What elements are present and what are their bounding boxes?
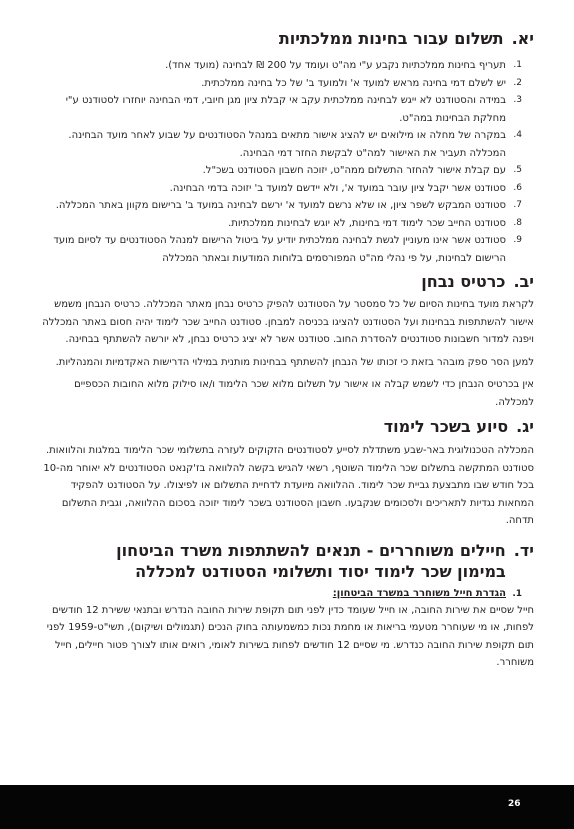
subsection-heading: [40, 586, 534, 602]
item-number: 3.: [513, 95, 522, 105]
item-text: תעריף בחינות ממלכתיות נקבע ע"י מה"ט ועומד על 200 ₪ לבחינה (מועד אחד).: [165, 60, 506, 71]
subsection-body: חייל שסיים את שירות החובה, או חייל שעומד כדין לפני תום תקופת שירות החובה הנדרש ובתנאי ששירת 12 חודשים לפחות, או מי שעוחרר מטעמי בריאות או מחמת נכות כמשמעותה בחוק הנכים (תגמולים ושיקום), תשי"ט-1959 לפני תום תקופת שירות החובה כנדרש. מי שסיים 12 חודשים לפחות בשירות לאומי, רואים אותו לצורך פטור חיילים, חייל משוחרר.: [46, 604, 534, 668]
section-number: יא.: [511, 29, 534, 48]
item-text: סטודנט החייב שכר לימוד דמי בחינות, לא יוגש לבחינות ממלכתיות.: [228, 217, 506, 229]
item-number: 5.: [513, 165, 522, 175]
section-heading-payment-exams: [40, 28, 534, 49]
document-page: [40, 28, 534, 672]
list-item: [40, 215, 534, 233]
list-item: [40, 75, 534, 93]
list-item: [40, 57, 534, 75]
item-text: יש לשלם דמי בחינה מראש למועד א' ולמועד ב' של כל בחינה ממלכתית.: [201, 77, 506, 89]
item-text: סטודנט אשר אינו מעוניין לגשת לבחינה ממלכתית יודיע על ביטול הרישום למנהל הסטודנטים עד לסיום מועד הרישום לבחינות, על פי נהלי מה"ט המפורסמים בלוחות המודעות ובאתר המכללה: [53, 235, 506, 264]
item-number: 2.: [513, 77, 522, 88]
list-item: [40, 127, 534, 162]
section-title: תשלום עבור בחינות ממלכתיות: [278, 29, 504, 48]
item-number: 6.: [513, 182, 522, 193]
section-heading-discharged-soldiers: [40, 540, 534, 582]
section-number: יג.: [516, 417, 534, 436]
item-text: עם קבלת אישור להחזר התשלום ממה"ט, יזוכה חשבון הסטודנט בשכ"ל.: [202, 165, 506, 176]
paragraph: אין בכרטיס הנבחן כדי לשמש קבלה או אישור על תשלום מלוא שכר הלימוד ו/או סילוק מלוא החובות הכספיים למכללה.: [74, 379, 534, 408]
section-number: יד.: [513, 540, 534, 560]
paragraph: לקראת מועד בחינות הסיום של כל סמסטר על הסטודנט להפיק כרטיס נבחן מאתר המכללה. כרטיס הנבחן משמש אישור להשתתפות בבחינות ועל הסטודנט להציגו בכניסה למבחן. סטודנט החייב שכר לימוד יהיה חסום באתר המכללה ויפנה למדור חשבונות סטודנטים להסדרת החוב. סטודנט אשר לא יציג כרטיס נבחן, לא יורשה להשתתף בבחינה.: [42, 299, 534, 345]
section-title: כרטיס נבחן: [421, 272, 506, 291]
section-title: סיוע בשכר לימוד: [383, 417, 509, 436]
item-text: סטודנט אשר יקבל ציון עובר במועד א', ולא יידשם למועד ב' יזוכה בדמי הבחינה.: [169, 182, 506, 194]
item-number: 1.: [513, 60, 522, 70]
item-text: במידה והסטודנט לא ייגש לבחינה ממלכתית עקב אי קבלת ציון מגן חיובי, דמי הבחינה יוחזרו לסטודנט ע"י מחלקת הבחינות במה"ט.: [65, 95, 506, 124]
item-number: 4.: [513, 130, 522, 140]
section-title-line: חיילים משוחררים - תנאים להשתתפות משרד הביטחון: [116, 540, 506, 560]
paragraph: למען הסר ספק מובהר בזאת כי זכותו של הנבחן להשתתף בבחינות מותנית במילוי הדרישות האקדמיות והמנהליות.: [55, 356, 534, 368]
item-number: 9.: [513, 235, 522, 245]
item-number: 7.: [513, 200, 522, 210]
section-title-line: במימון שכר לימוד יסוד ותשלומי הסטודנט למכללה: [135, 561, 506, 581]
section-number: יב.: [513, 272, 534, 291]
page-number: 26: [508, 799, 521, 809]
section-heading-exam-card: [40, 271, 534, 292]
paragraph: המכללה הטכנולוגית באר-שבע משתדלת לסייע לסטודנטים הזקוקים לעזרה בתשלומי שכר הלימוד במלגות והלוואות. סטודנט המתקשה בתשלום שכר הלימוד השוטף, רשאי להגיש בקשה להלוואה בז'קנאט הסטודנטים לא יאוחר מה-10 בכל חודש שבו מתבצעת גביית שכר לימוד. ההלוואה מיועדת לדחיית התשלום או לפיצולו. על הסטודנט להפקיד המחאות נגדיות לתאריכים ולסכומים שנקבעו. חשבון הסטודנט בשכר לימוד יזוכה בסכום ההלוואה, וגבית התשלום תדחה.: [43, 445, 534, 526]
list-item: [40, 232, 534, 267]
list-item: [40, 180, 534, 198]
section-heading-tuition-aid: [40, 416, 534, 437]
list-item: [40, 162, 534, 180]
item-number: 8.: [513, 217, 522, 228]
subsection-number: 1.: [512, 588, 522, 599]
subsection-title: הגדרת חייל משוחרר במשרד הביטחון:: [332, 587, 506, 599]
section-title: [116, 540, 506, 582]
footer-bar: [0, 785, 574, 829]
list-item: [40, 197, 534, 215]
payment-rules-list: [40, 57, 534, 267]
item-text: במקרה של מחלה או מילואים יש להציג אישור מתאים במנהל הסטודנטים על שבוע לאחר מועד הבחינה. המכללה תעביר את האישור למה"ט לבקשת החזר דמי הבחינה.: [68, 130, 506, 159]
item-text: סטודנט המבקש לשפר ציון, או שלא נרשם למועד א' ירשם לבחינה במועד ב' ברישום מקוון באתר המכללה.: [55, 200, 506, 211]
list-item: [40, 92, 534, 127]
